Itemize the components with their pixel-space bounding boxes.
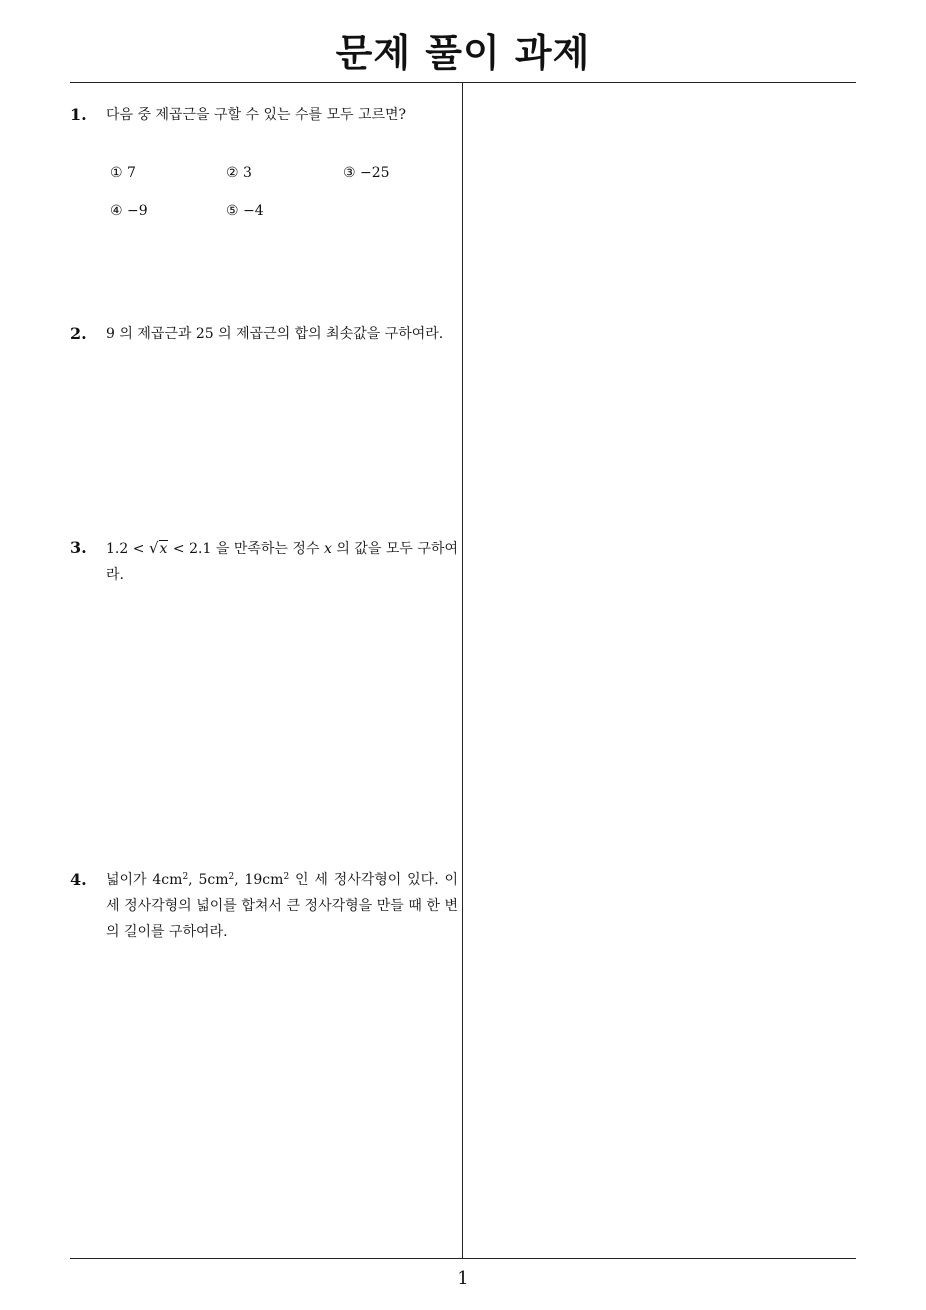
problem-number: 2. — [70, 324, 87, 343]
choice-1[interactable]: ① 7 — [110, 165, 136, 181]
choice-3[interactable]: ③ −25 — [343, 165, 390, 181]
area-1: 넓이가 4cm — [106, 872, 183, 888]
problem-2 — [70, 321, 458, 381]
page-number: 1 — [457, 1268, 469, 1289]
variable-x: x — [323, 541, 332, 557]
area-3: , 19cm — [234, 872, 284, 888]
choice-5[interactable]: ⑤ −4 — [226, 203, 264, 219]
footer-rule — [70, 1258, 856, 1259]
problem-1 — [70, 102, 458, 232]
page-title: 문제 풀이 과제 — [335, 31, 591, 75]
choice-4[interactable]: ④ −9 — [110, 203, 148, 219]
problem-number: 4. — [70, 870, 87, 889]
problem-text — [106, 867, 458, 945]
problem-number: 1. — [70, 105, 87, 124]
problem-text — [106, 535, 458, 588]
problem-number: 3. — [70, 538, 87, 557]
radical-sign: √ — [148, 539, 159, 557]
column-divider — [462, 83, 463, 1258]
problem-text-tail: 인 세 정사각형이 있다. 이 세 정사각형의 넓이를 합쳐서 큰 정사각형을 만들 때 한 변의 길이를 구하여라. — [106, 872, 458, 940]
choice-2[interactable]: ② 3 — [226, 165, 252, 181]
inequality-left: 1.2 < — [106, 541, 149, 557]
exponent: 2 — [182, 872, 189, 882]
problem-3 — [70, 535, 458, 595]
radicand: x — [159, 541, 168, 557]
problem-text: 다음 중 제곱근을 구할 수 있는 수를 모두 고르면? — [106, 107, 407, 123]
header-rule — [70, 82, 856, 83]
problem-text-tail: 의 값을 모두 구하여라. — [106, 541, 458, 583]
sqrt-expression — [149, 541, 168, 557]
exponent: 2 — [283, 872, 290, 882]
inequality-right: < 2.1 을 만족하는 정수 — [168, 541, 324, 557]
exponent: 2 — [228, 872, 235, 882]
problem-text: 9 의 제곱근과 25 의 제곱근의 합의 최솟값을 구하여라. — [106, 326, 444, 342]
problem-4 — [70, 867, 458, 957]
area-2: , 5cm — [188, 872, 229, 888]
